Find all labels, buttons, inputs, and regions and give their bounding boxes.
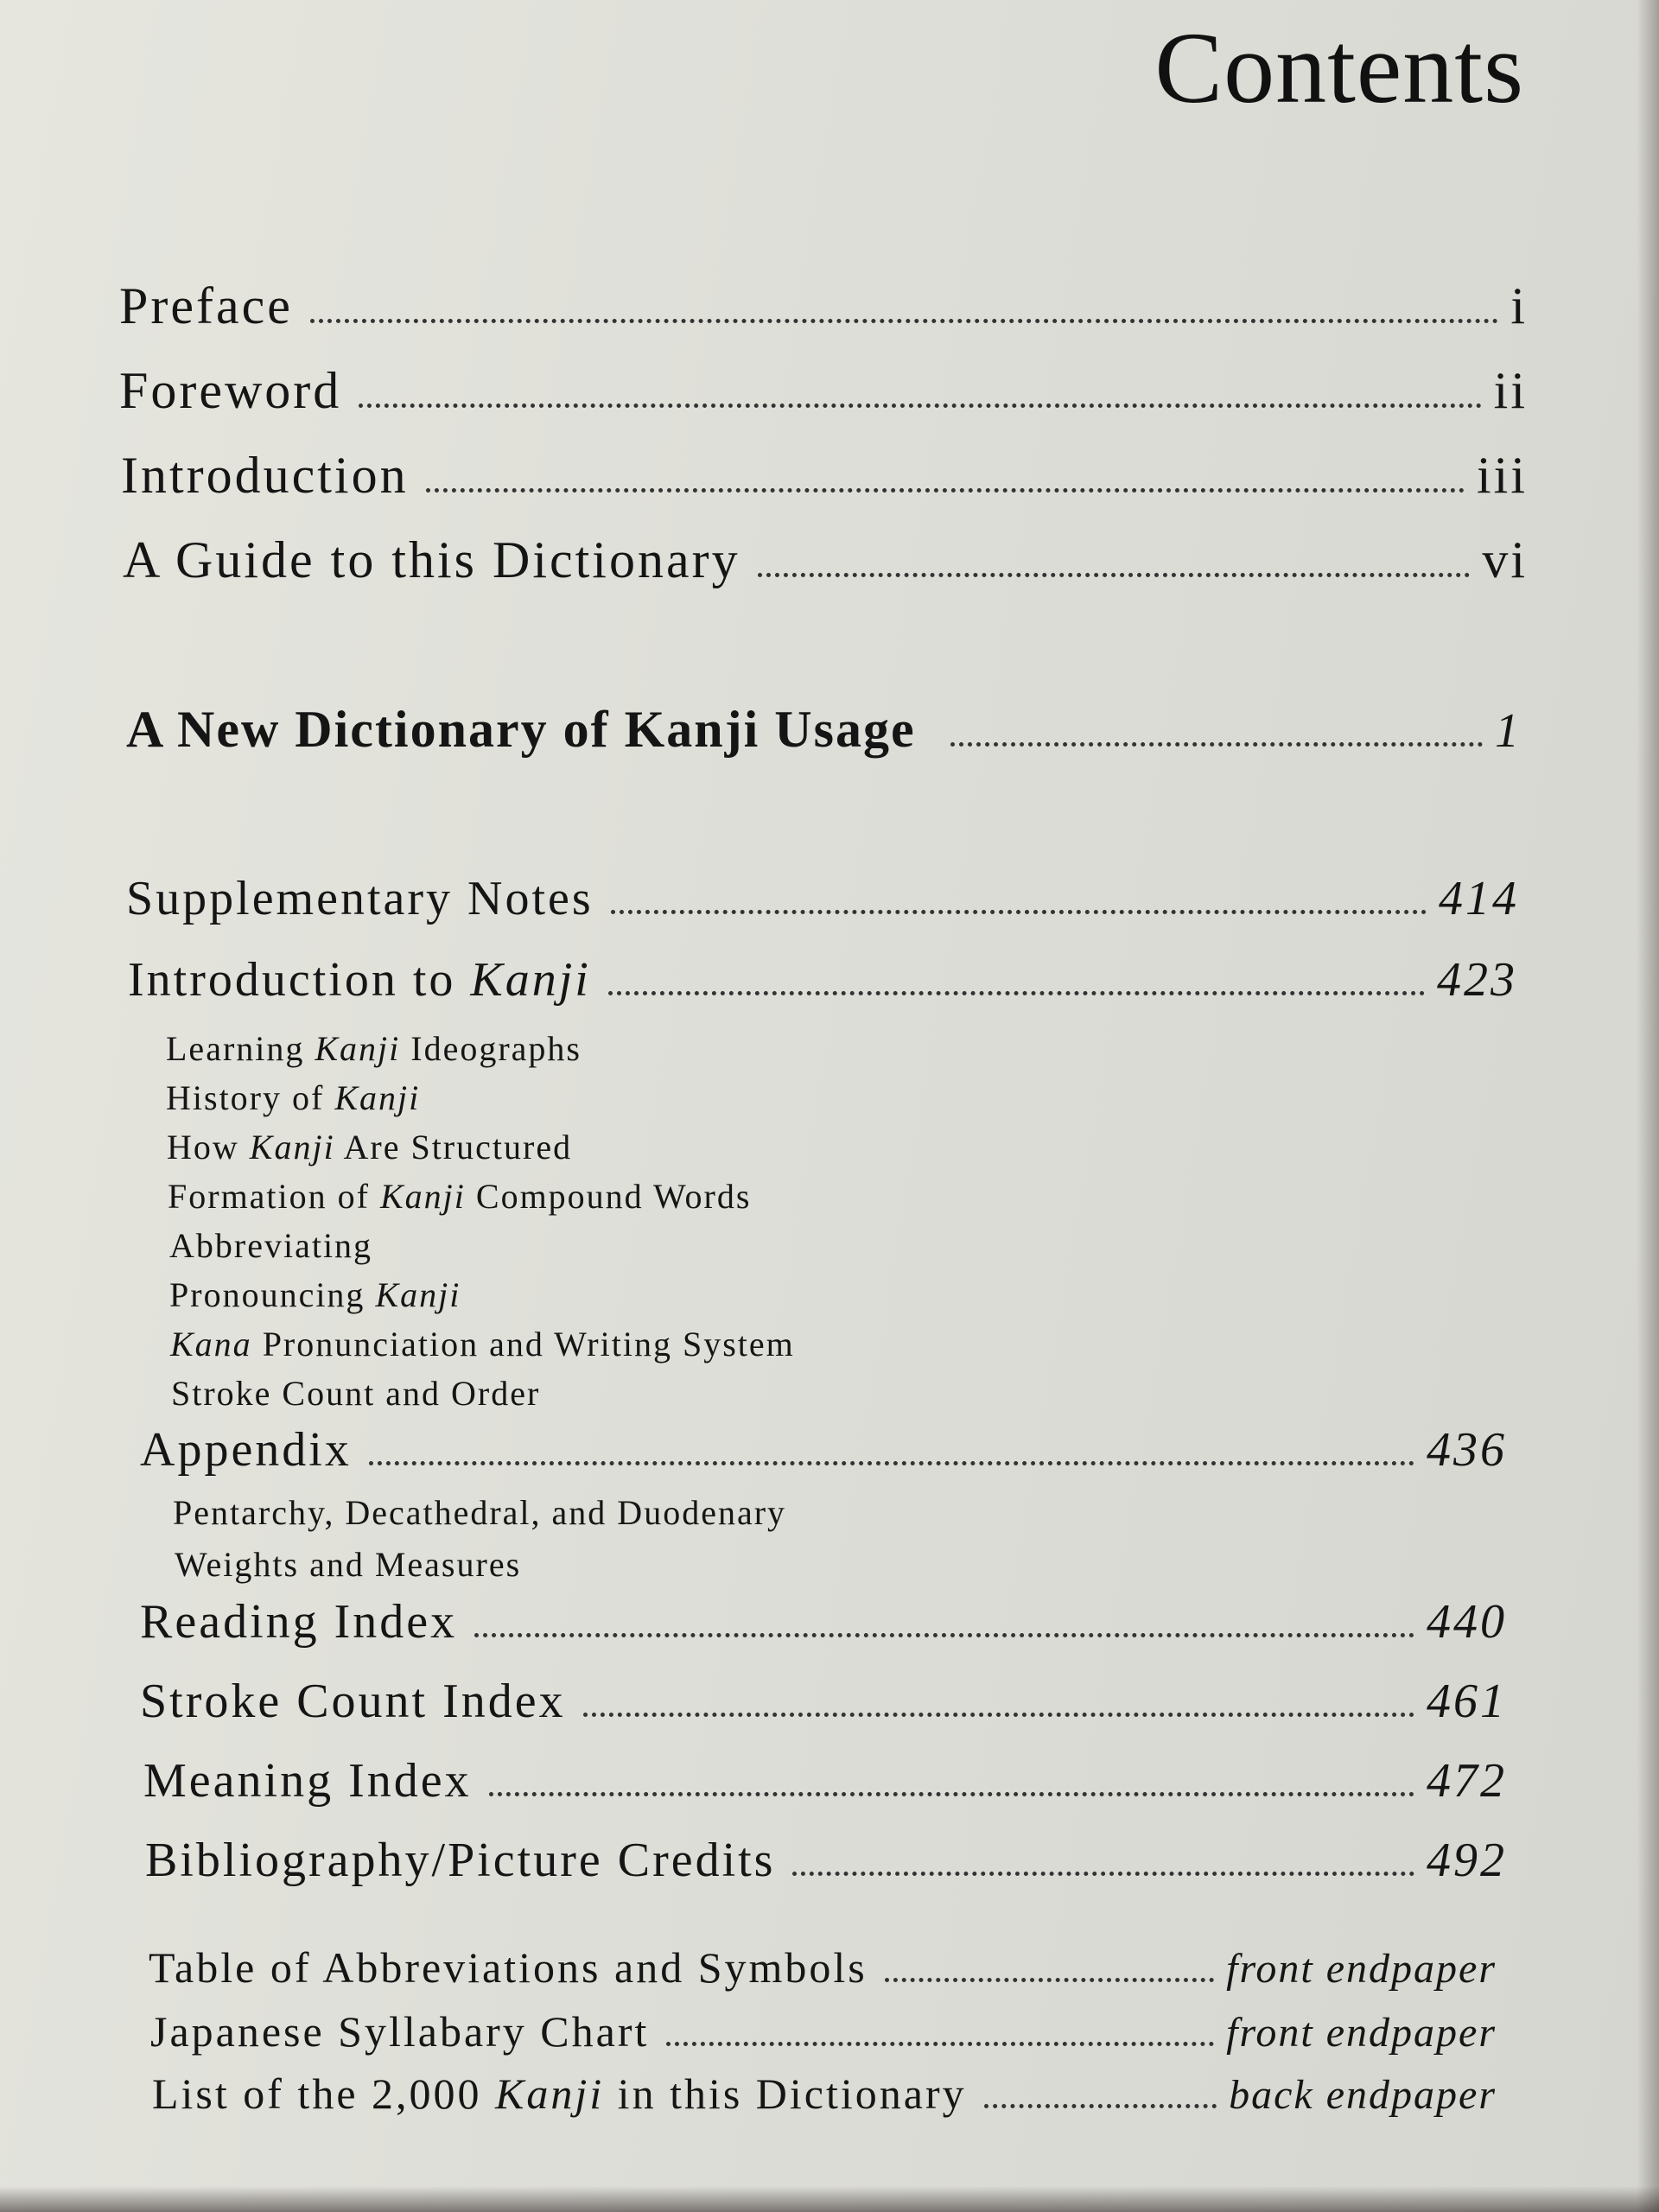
page-edge-shadow [1637, 0, 1659, 2212]
entry-label: List of the 2,000 Kanji in this Dictionary [152, 2069, 967, 2118]
entry-label: Introduction [121, 447, 409, 504]
entry-page: vi [1482, 531, 1528, 588]
subsection-how-kanji-structured: How Kanji Are Structured [167, 1128, 573, 1166]
dot-leader [359, 404, 1481, 408]
toc-entry-preface [119, 276, 1528, 336]
dot-leader [611, 910, 1427, 914]
dot-leader [489, 1792, 1414, 1796]
subsection-learning-kanji: Learning Kanji Ideographs [166, 1029, 582, 1068]
entry-label: Reading Index [140, 1595, 458, 1649]
entry-label: Appendix [140, 1423, 352, 1477]
toc-entry-kanji-list [152, 2069, 1497, 2119]
entry-page: iii [1476, 447, 1528, 504]
toc-entry-foreword [119, 361, 1528, 421]
dot-leader [369, 1461, 1414, 1465]
entry-page: 492 [1427, 1834, 1507, 1887]
toc-entry-appendix [140, 1422, 1507, 1478]
subsection-abbreviating: Abbreviating [169, 1226, 373, 1265]
toc-entry-bibliography [145, 1833, 1507, 1888]
entry-page: 461 [1427, 1675, 1507, 1728]
entry-page: front endpaper [1226, 1946, 1497, 1992]
entry-label: Stroke Count Index [140, 1675, 566, 1728]
entry-page: 436 [1427, 1423, 1507, 1477]
entry-page: 414 [1439, 872, 1519, 925]
dot-leader [950, 742, 1483, 747]
dot-leader [583, 1713, 1414, 1717]
entry-label: Supplementary Notes [126, 872, 594, 925]
entry-page: back endpaper [1229, 2072, 1497, 2118]
dot-leader [885, 1978, 1214, 1982]
dot-leader [984, 2104, 1217, 2108]
dot-leader [310, 319, 1498, 323]
subsection-pronouncing-kanji: Pronouncing Kanji [169, 1275, 461, 1314]
toc-entry-introduction-to-kanji [128, 952, 1517, 1007]
dot-leader [474, 1633, 1414, 1637]
entry-label: Bibliography/Picture Credits [145, 1834, 776, 1887]
toc-entry-syllabary-chart [150, 2006, 1497, 2056]
subsection-weights-measures: Weights and Measures [175, 1545, 522, 1584]
entry-page: 472 [1427, 1754, 1507, 1808]
dot-leader [792, 1872, 1414, 1876]
dot-leader [608, 991, 1425, 995]
toc-entry-guide [123, 531, 1528, 590]
toc-entry-main-dictionary [126, 700, 1519, 760]
entry-label: Japanese Syllabary Chart [150, 2007, 650, 2056]
entry-page: i [1510, 277, 1528, 334]
entry-page: 440 [1427, 1595, 1507, 1649]
entry-label: Table of Abbreviations and Symbols [149, 1943, 868, 1992]
entry-label: A Guide to this Dictionary [123, 531, 741, 588]
subsection-pentarchy: Pentarchy, Decathedral, and Duodenary [173, 1493, 787, 1532]
toc-entry-stroke-count-index [140, 1674, 1507, 1729]
dot-leader [426, 488, 1465, 493]
toc-entry-introduction [121, 446, 1528, 505]
entry-page: front endpaper [1226, 2010, 1497, 2056]
entry-label: Meaning Index [143, 1754, 472, 1808]
entry-page: 423 [1437, 953, 1517, 1007]
subsection-formation-compound-words: Formation of Kanji Compound Words [168, 1177, 752, 1216]
subsection-stroke-count-order: Stroke Count and Order [171, 1374, 541, 1413]
entry-label: Introduction to Kanji [128, 953, 591, 1007]
subsection-kana-pronunciation: Kana Pronunciation and Writing System [170, 1325, 795, 1363]
page-title: Contents [1154, 11, 1524, 124]
toc-entry-meaning-index [143, 1753, 1507, 1808]
entry-label: Preface [119, 277, 293, 334]
toc-entry-abbreviations-table [149, 1942, 1497, 1993]
dot-leader [758, 573, 1471, 577]
entry-label: Foreword [119, 362, 342, 419]
subsection-history-of-kanji: History of Kanji [166, 1078, 421, 1117]
entry-label: A New Dictionary of Kanji Usage [126, 701, 916, 758]
dot-leader [666, 2042, 1214, 2046]
bottom-edge-shadow [0, 2186, 1659, 2212]
entry-page: ii [1493, 362, 1528, 419]
entry-page: 1 [1495, 704, 1519, 758]
toc-entry-reading-index [140, 1594, 1507, 1649]
toc-entry-supplementary-notes [126, 871, 1519, 926]
